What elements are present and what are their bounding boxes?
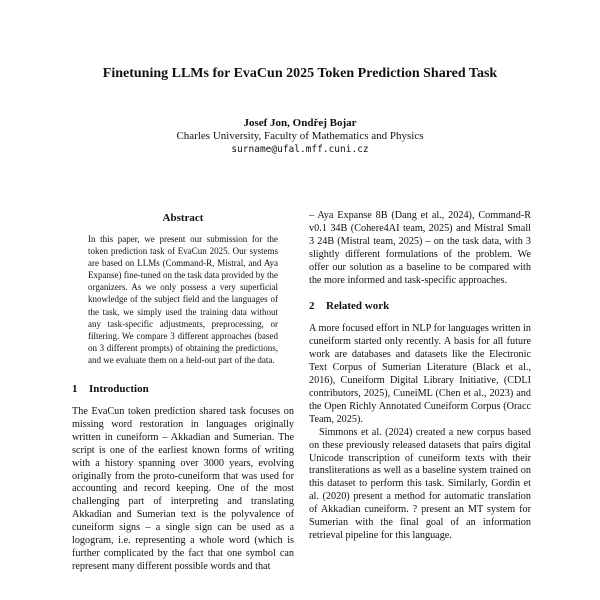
section-1-heading [72,382,294,396]
right-column [309,210,531,543]
section-1-number: 1 [72,383,78,396]
related-work-paragraph-2: Simmons et al. (2024) created a new corpus based on these previously released datasets that pairs digital Unicode transcription of cuneiform texts with their transliterations as well as a baseline system trained on this dataset to perform this task. Similarly, Gordin et al. (2020) present a method for automatic translation of Akkadian cuneiform. ? present an MT system for Sumerian with the final goal of an information retrieval pipeline for this language. [309,426,531,541]
section-2-heading [309,299,531,313]
affiliation: Charles University, Faculty of Mathematics and Physics [176,130,424,142]
section-2-title: Related work [326,300,390,313]
introduction-continuation: – Aya Expanse 8B (Dang et al., 2024), Command-R v0.1 34B (Cohere4AI team, 2025) and Mistral Small 3 24B (Mistral team, 2025) – on the task data, with 3 slightly different formulations of the problem. We offer our solution as a baseline to be compared with the more informed and task-specific approaches. [309,210,531,286]
abstract-text: In this paper, we present our submission for the token prediction task of EvaCun 2025. Our systems are based on LLMs (Command-R, Mistral, and Aya Expanse) fine-tuned on the task data provided by the organizers. As we only possess a very superficial knowledge of the subject field and the languages of the task, we simply used the training data without any task-specific adjustments, preprocessing, or filtering. We compare 3 different approaches (based on 3 different prompts) of obtaining the predictions, and we evaluate them on a held-out part of the data. [88,234,278,365]
section-1-title: Introduction [89,383,149,396]
author-email: surname@ufal.mff.cuni.cz [231,144,369,155]
introduction-paragraph: The EvaCun token prediction shared task focuses on missing word restoration in languages originally written in cuneiform – Akkadian and Sumerian. The script is one of the earliest known forms of writing with a history spanning over 3000 years, evolving originally from the proto-cuneiform that was used for accounting and record keeping. One of the most challenging part of interpreting and translating Akkadian and Sumerian text is the polyvalence of cuneiform signs – a single sign can be used as a logogram, i.e. representing a whole word (which is further complicated by the fact that one symbol can represent many different possible words and that [72,406,294,572]
left-column [72,212,294,574]
section-2-number: 2 [309,300,315,313]
author-names: Josef Jon, Ondřej Bojar [243,117,357,129]
related-work-paragraph-1: A more focused effort in NLP for languages written in cuneiform started only recently. A basis for all future work are databases and datasets like the Electronic Text Corpus of Sumerian Literature (Black et al., 2016), Cuneiform Digital Library Initiative, (CDLI contributors, 2025), CuneiML (Chen et al., 2023) and the Open Richly Annotated Cuneiform Corpus (Oracc Team, 2025). [309,323,531,425]
paper-title: Finetuning LLMs for EvaCun 2025 Token Prediction Shared Task [102,66,498,81]
abstract-heading: Abstract [162,212,204,224]
